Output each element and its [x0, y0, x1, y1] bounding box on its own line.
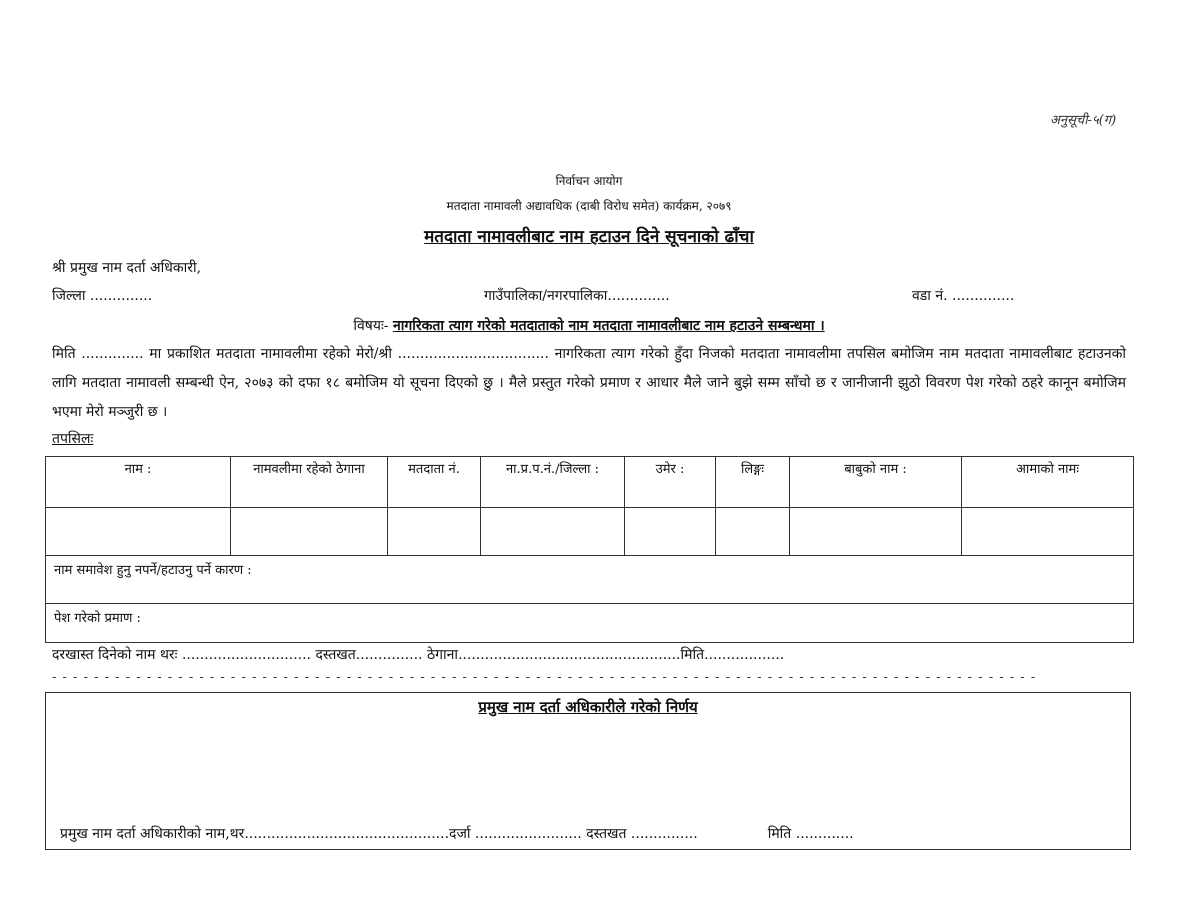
subject-text: नागरिकता त्याग गरेको मतदाताको नाम मतदाता नामावलीबाट नाम हटाउने सम्बन्धमा ।: [392, 318, 825, 334]
cell-citizenship-district[interactable]: [481, 508, 625, 556]
proof-field[interactable]: पेश गरेको प्रमाण :: [46, 604, 1134, 643]
addressee: श्री प्रमुख नाम दर्ता अधिकारी,: [52, 260, 202, 276]
details-label: तपसिलः: [52, 431, 94, 447]
ward-field: वडा नं. ..............: [912, 288, 1015, 304]
cell-address[interactable]: [231, 508, 388, 556]
reason-row: [46, 556, 1134, 604]
municipality-field: गाउँपालिका/नगरपालिका..............: [484, 288, 670, 304]
program-title: मतदाता नामावली अद्यावधिक (दाबी विरोध समेत) कार्यक्रम, २०७९: [446, 199, 732, 213]
cell-voter-number[interactable]: [388, 508, 481, 556]
header-mother-name: आमाको नामः: [962, 457, 1134, 508]
decision-date: मिति .............: [767, 826, 854, 842]
decision-box: [45, 692, 1131, 850]
cell-gender[interactable]: [716, 508, 790, 556]
form-title: मतदाता नामावलीबाट नाम हटाउन दिने सूचनाको ढाँचा: [424, 227, 754, 247]
decision-title: प्रमुख नाम दर्ता अधिकारीले गरेको निर्णय: [478, 698, 698, 716]
district-field: जिल्ला ..............: [52, 288, 153, 304]
header-voter-number: मतदाता नं.: [388, 457, 481, 508]
annex-label: अनुसूची-५(ग): [1050, 113, 1117, 128]
officer-name-line: प्रमुख नाम दर्ता अधिकारीको नाम,थर..............................................दर्जा ........................ दस्तखत ...............: [60, 826, 698, 842]
header-citizenship-district: ना.प्र.प.नं./जिल्ला :: [481, 457, 625, 508]
subject-prefix: विषयः-: [353, 318, 389, 334]
table-entry-row: [46, 508, 1134, 556]
applicant-signature-line: दरखास्त दिनेको नाम थरः ............................. दस्तखत............... ठेगाना..................................................मिति..................: [52, 647, 785, 663]
subject-line: [0, 316, 1178, 335]
proof-row: [46, 604, 1134, 643]
table-header-row: [46, 457, 1134, 508]
body-paragraph: मिति .............. मा प्रकाशित मतदाता नामावलीमा रहेको मेरो/श्री .................................. नागरिकता त्याग गरेको हुँदा निजको मतदाता नामावलीमा तपसिल बमोजिम नाम मतदाता नामावलीबाट हटाउनको लागि मतदाता नामावली सम्बन्धी ऐन, २०७३ को दफा १८ बमोजिम यो सूचना दिएको छु । मैले प्रस्तुत गरेको प्रमाण र आधार मैले जाने बुझे सम्म साँचो छ र जानीजानी झुठो विवरण पेश गरेको ठहरे कानून बमोजिम भएमा मेरो मञ्जुरी छ ।: [52, 346, 1126, 420]
header-address: नामवलीमा रहेको ठेगाना: [231, 457, 388, 508]
reason-field[interactable]: नाम समावेश हुनु नपर्ने/हटाउनु पर्ने कारण :: [46, 556, 1134, 604]
header-father-name: बाबुको नाम :: [790, 457, 962, 508]
cell-name[interactable]: [46, 508, 231, 556]
header-gender: लिङ्गः: [716, 457, 790, 508]
cell-age[interactable]: [625, 508, 716, 556]
separator-line: - - - - - - - - - - - - - - - - - - - - - - - - - - - - - - - - - - - - - - - - - - - - - - - - - - - - - - - - - - - - - - - - - - - - - - - - - - - - - - - - - - - - - - - - - - - - - -: [52, 670, 1037, 685]
cell-mother-name[interactable]: [962, 508, 1134, 556]
organization-name: निर्वाचन आयोग: [555, 174, 623, 188]
header-name: नाम :: [46, 457, 231, 508]
cell-father-name[interactable]: [790, 508, 962, 556]
details-table: [45, 456, 1134, 643]
officer-signature-line: [60, 824, 854, 843]
header-age: उमेर :: [625, 457, 716, 508]
